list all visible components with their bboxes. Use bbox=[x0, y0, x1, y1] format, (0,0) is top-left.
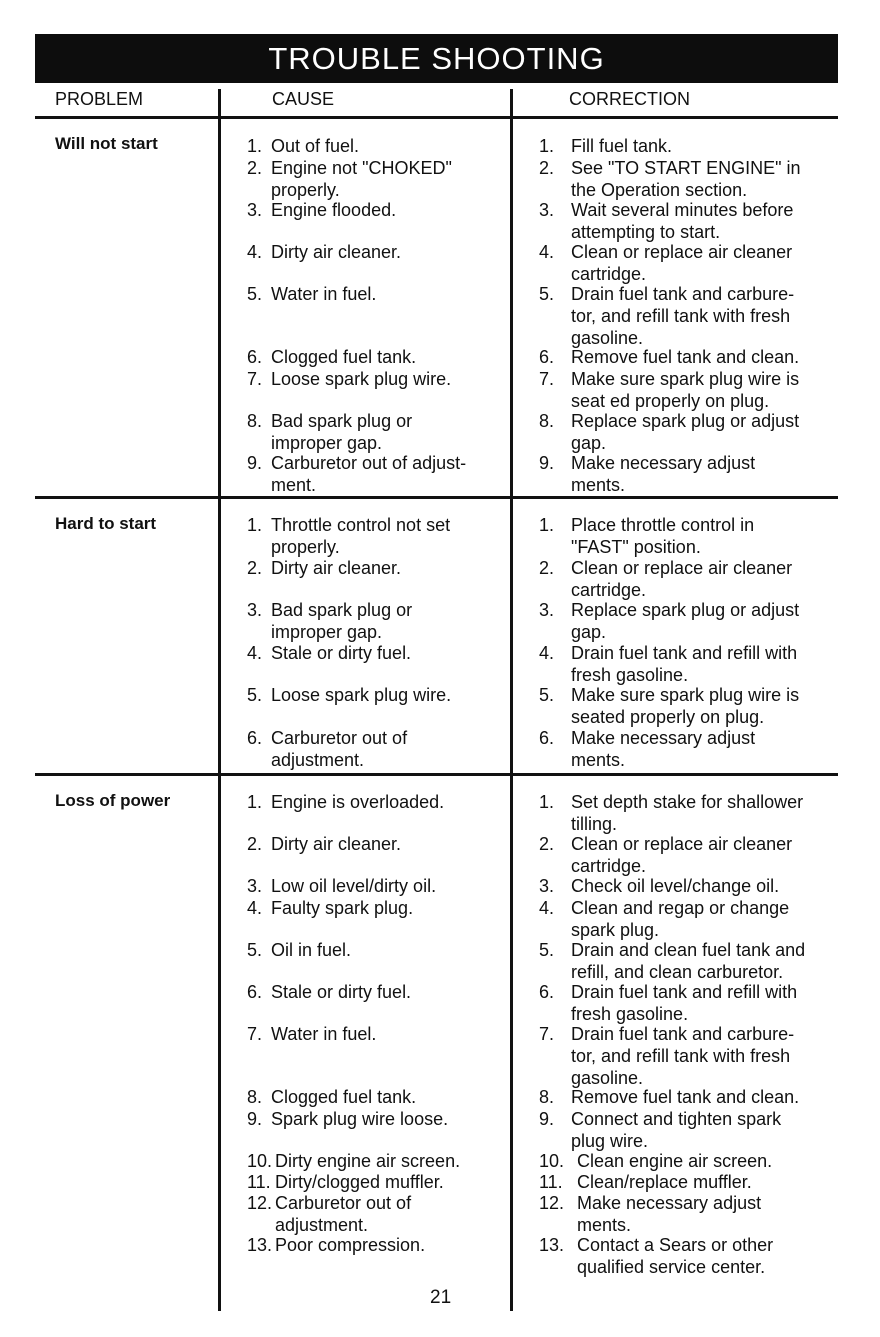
item-text: Loose spark plug wire. bbox=[271, 369, 452, 389]
cause-item bbox=[247, 875, 507, 897]
item-text: Oil in fuel. bbox=[271, 940, 352, 960]
item-number: 2. bbox=[247, 834, 263, 854]
item-number: 8. bbox=[539, 1087, 555, 1107]
item-number: 8. bbox=[247, 411, 263, 431]
cause-item bbox=[247, 452, 507, 496]
item-text: Clean or replace air cleaner cartridge. bbox=[571, 834, 793, 876]
correction-item bbox=[539, 452, 869, 496]
item-number: 10. bbox=[247, 1151, 273, 1171]
item-number: 13. bbox=[247, 1235, 273, 1255]
item-text: Water in fuel. bbox=[271, 1024, 377, 1044]
item-number: 8. bbox=[539, 411, 555, 431]
item-number: 3. bbox=[247, 600, 263, 620]
item-number: 1. bbox=[247, 515, 263, 535]
item-text: Clean and regap or change spark plug. bbox=[571, 898, 790, 940]
item-text: Carburetor out of adjustment. bbox=[271, 728, 408, 770]
correction-item bbox=[539, 283, 869, 349]
item-text: Water in fuel. bbox=[271, 284, 377, 304]
section-divider bbox=[35, 496, 838, 499]
cause-item bbox=[247, 1171, 507, 1193]
item-text: Clean engine air screen. bbox=[577, 1151, 773, 1171]
item-text: Wait several minutes before attempting to start. bbox=[571, 200, 794, 242]
item-number: 1. bbox=[539, 136, 555, 156]
correction-item bbox=[539, 514, 869, 558]
item-number: 4. bbox=[539, 643, 555, 663]
item-number: 6. bbox=[539, 982, 555, 1002]
item-text: Spark plug wire loose. bbox=[271, 1109, 449, 1129]
item-text: Make necessary adjust ments. bbox=[577, 1193, 762, 1235]
item-number: 2. bbox=[539, 158, 555, 178]
item-number: 8. bbox=[247, 1087, 263, 1107]
item-number: 3. bbox=[539, 876, 555, 896]
correction-item bbox=[539, 157, 869, 201]
item-number: 1. bbox=[247, 136, 263, 156]
cause-item bbox=[247, 241, 507, 263]
correction-item bbox=[539, 557, 869, 601]
correction-item bbox=[539, 1171, 869, 1193]
correction-header: CORRECTION bbox=[569, 89, 690, 109]
correction-item bbox=[539, 833, 869, 877]
item-number: 6. bbox=[247, 982, 263, 1002]
item-text: Replace spark plug or adjust gap. bbox=[571, 411, 800, 453]
item-number: 7. bbox=[247, 1024, 263, 1044]
cause-item bbox=[247, 1108, 507, 1130]
cause-item bbox=[247, 939, 507, 961]
item-text: Engine not "CHOKED" properly. bbox=[271, 158, 452, 200]
problem-label: Loss of power bbox=[55, 791, 171, 810]
correction-item bbox=[539, 1234, 869, 1278]
cause-item bbox=[247, 981, 507, 1003]
cause-item bbox=[247, 727, 507, 771]
item-text: Clogged fuel tank. bbox=[271, 347, 417, 367]
item-text: Carburetor out of adjust- ment. bbox=[271, 453, 467, 495]
cause-item bbox=[247, 1086, 507, 1108]
item-text: Drain fuel tank and refill with fresh gasoline. bbox=[571, 643, 798, 685]
item-number: 1. bbox=[539, 792, 555, 812]
item-text: Loose spark plug wire. bbox=[271, 685, 452, 705]
item-text: Make sure spark plug wire is seat ed properly on plug. bbox=[571, 369, 800, 411]
item-text: Throttle control not set properly. bbox=[271, 515, 451, 557]
item-number: 5. bbox=[247, 685, 263, 705]
item-text: Carburetor out of adjustment. bbox=[275, 1193, 412, 1235]
item-text: Drain fuel tank and carbure- tor, and refill tank with fresh gasoline. bbox=[571, 284, 795, 348]
item-text: Clean or replace air cleaner cartridge. bbox=[571, 558, 793, 600]
problem-label: Hard to start bbox=[55, 514, 157, 533]
column-divider bbox=[218, 89, 221, 1311]
item-text: Dirty air cleaner. bbox=[271, 558, 402, 578]
cause-item bbox=[247, 897, 507, 919]
item-text: Out of fuel. bbox=[271, 136, 360, 156]
cause-item bbox=[247, 368, 507, 390]
item-number: 1. bbox=[247, 792, 263, 812]
cause-item bbox=[247, 157, 507, 201]
item-number: 4. bbox=[247, 898, 263, 918]
item-number: 11. bbox=[247, 1172, 271, 1192]
item-number: 9. bbox=[247, 1109, 263, 1129]
item-number: 6. bbox=[539, 347, 555, 367]
item-text: Make sure spark plug wire is seated properly on plug. bbox=[571, 685, 800, 727]
header-rule bbox=[35, 116, 838, 119]
item-number: 12. bbox=[247, 1193, 273, 1213]
item-number: 4. bbox=[247, 643, 263, 663]
item-text: Clean/replace muffler. bbox=[577, 1172, 752, 1192]
correction-item bbox=[539, 368, 869, 412]
cause-header: CAUSE bbox=[272, 89, 335, 109]
correction-item bbox=[539, 684, 869, 728]
item-number: 9. bbox=[539, 453, 555, 473]
cause-item bbox=[247, 1234, 507, 1256]
cause-item bbox=[247, 135, 507, 157]
item-number: 4. bbox=[539, 242, 555, 262]
cause-item bbox=[247, 199, 507, 221]
item-number: 3. bbox=[247, 876, 263, 896]
item-number: 4. bbox=[539, 898, 555, 918]
item-number: 5. bbox=[539, 284, 555, 304]
cause-item bbox=[247, 791, 507, 813]
cause-item bbox=[247, 346, 507, 368]
item-text: Connect and tighten spark plug wire. bbox=[571, 1109, 782, 1151]
item-number: 12. bbox=[539, 1193, 565, 1213]
section-divider bbox=[35, 773, 838, 776]
item-text: Make necessary adjust ments. bbox=[571, 728, 756, 770]
cause-item bbox=[247, 833, 507, 855]
item-number: 3. bbox=[539, 600, 555, 620]
item-number: 2. bbox=[247, 558, 263, 578]
correction-item bbox=[539, 981, 869, 1025]
item-text: Drain fuel tank and carbure- tor, and refill tank with fresh gasoline. bbox=[571, 1024, 795, 1088]
page-title: TROUBLE SHOOTING bbox=[35, 34, 838, 83]
item-text: Drain fuel tank and refill with fresh gasoline. bbox=[571, 982, 798, 1024]
cause-item bbox=[247, 557, 507, 579]
item-number: 5. bbox=[247, 940, 263, 960]
cause-item bbox=[247, 514, 507, 558]
item-text: Drain and clean fuel tank and refill, and clean carburetor. bbox=[571, 940, 806, 982]
item-number: 13. bbox=[539, 1235, 565, 1255]
cause-item bbox=[247, 599, 507, 643]
item-number: 9. bbox=[539, 1109, 555, 1129]
item-number: 5. bbox=[539, 685, 555, 705]
item-text: Replace spark plug or adjust gap. bbox=[571, 600, 800, 642]
cause-item bbox=[247, 410, 507, 454]
item-number: 11. bbox=[539, 1172, 563, 1192]
cause-item bbox=[247, 684, 507, 706]
item-number: 4. bbox=[247, 242, 263, 262]
correction-item bbox=[539, 1023, 869, 1089]
item-text: Clean or replace air cleaner cartridge. bbox=[571, 242, 793, 284]
correction-item bbox=[539, 791, 869, 835]
item-text: Poor compression. bbox=[275, 1235, 426, 1255]
item-text: Engine is overloaded. bbox=[271, 792, 445, 812]
item-number: 7. bbox=[539, 369, 555, 389]
cause-item bbox=[247, 642, 507, 664]
cause-item bbox=[247, 1150, 507, 1172]
item-text: Dirty engine air screen. bbox=[275, 1151, 461, 1171]
item-text: Stale or dirty fuel. bbox=[271, 982, 412, 1002]
item-text: Check oil level/change oil. bbox=[571, 876, 780, 896]
item-number: 6. bbox=[247, 728, 263, 748]
correction-item bbox=[539, 1086, 869, 1108]
item-number: 6. bbox=[247, 347, 263, 367]
item-text: Clogged fuel tank. bbox=[271, 1087, 417, 1107]
item-text: Remove fuel tank and clean. bbox=[571, 347, 800, 367]
item-text: Dirty air cleaner. bbox=[271, 242, 402, 262]
item-number: 3. bbox=[247, 200, 263, 220]
item-number: 2. bbox=[539, 558, 555, 578]
item-text: Fill fuel tank. bbox=[571, 136, 673, 156]
item-text: Bad spark plug or improper gap. bbox=[271, 411, 413, 453]
item-text: Set depth stake for shallower tilling. bbox=[571, 792, 804, 834]
correction-item bbox=[539, 1192, 869, 1236]
item-number: 2. bbox=[247, 158, 263, 178]
page-number: 21 bbox=[430, 1287, 452, 1308]
item-number: 7. bbox=[247, 369, 263, 389]
item-text: Dirty/clogged muffler. bbox=[275, 1172, 444, 1192]
column-divider bbox=[510, 89, 513, 1311]
correction-item bbox=[539, 346, 869, 368]
cause-item bbox=[247, 1023, 507, 1045]
correction-item bbox=[539, 939, 869, 983]
correction-item bbox=[539, 199, 869, 243]
item-text: Place throttle control in "FAST" position. bbox=[571, 515, 755, 557]
item-text: Dirty air cleaner. bbox=[271, 834, 402, 854]
correction-item bbox=[539, 599, 869, 643]
item-number: 1. bbox=[539, 515, 555, 535]
item-text: Contact a Sears or other qualified service center. bbox=[577, 1235, 774, 1277]
correction-item bbox=[539, 875, 869, 897]
item-text: Remove fuel tank and clean. bbox=[571, 1087, 800, 1107]
correction-item bbox=[539, 410, 869, 454]
item-text: Make necessary adjust ments. bbox=[571, 453, 756, 495]
item-text: Stale or dirty fuel. bbox=[271, 643, 412, 663]
item-text: Engine flooded. bbox=[271, 200, 397, 220]
item-text: See "TO START ENGINE" in the Operation section. bbox=[571, 158, 801, 200]
correction-item bbox=[539, 135, 869, 157]
item-number: 7. bbox=[539, 1024, 555, 1044]
item-text: Low oil level/dirty oil. bbox=[271, 876, 437, 896]
cause-item bbox=[247, 283, 507, 305]
cause-item bbox=[247, 1192, 507, 1236]
item-number: 5. bbox=[539, 940, 555, 960]
correction-item bbox=[539, 642, 869, 686]
item-text: Bad spark plug or improper gap. bbox=[271, 600, 413, 642]
item-number: 9. bbox=[247, 453, 263, 473]
item-number: 6. bbox=[539, 728, 555, 748]
correction-item bbox=[539, 1150, 869, 1172]
correction-item bbox=[539, 727, 869, 771]
problem-label: Will not start bbox=[55, 134, 158, 153]
item-text: Faulty spark plug. bbox=[271, 898, 414, 918]
item-number: 2. bbox=[539, 834, 555, 854]
correction-item bbox=[539, 241, 869, 285]
item-number: 10. bbox=[539, 1151, 565, 1171]
item-number: 3. bbox=[539, 200, 555, 220]
correction-item bbox=[539, 897, 869, 941]
problem-header: PROBLEM bbox=[55, 89, 144, 109]
item-number: 5. bbox=[247, 284, 263, 304]
correction-item bbox=[539, 1108, 869, 1152]
